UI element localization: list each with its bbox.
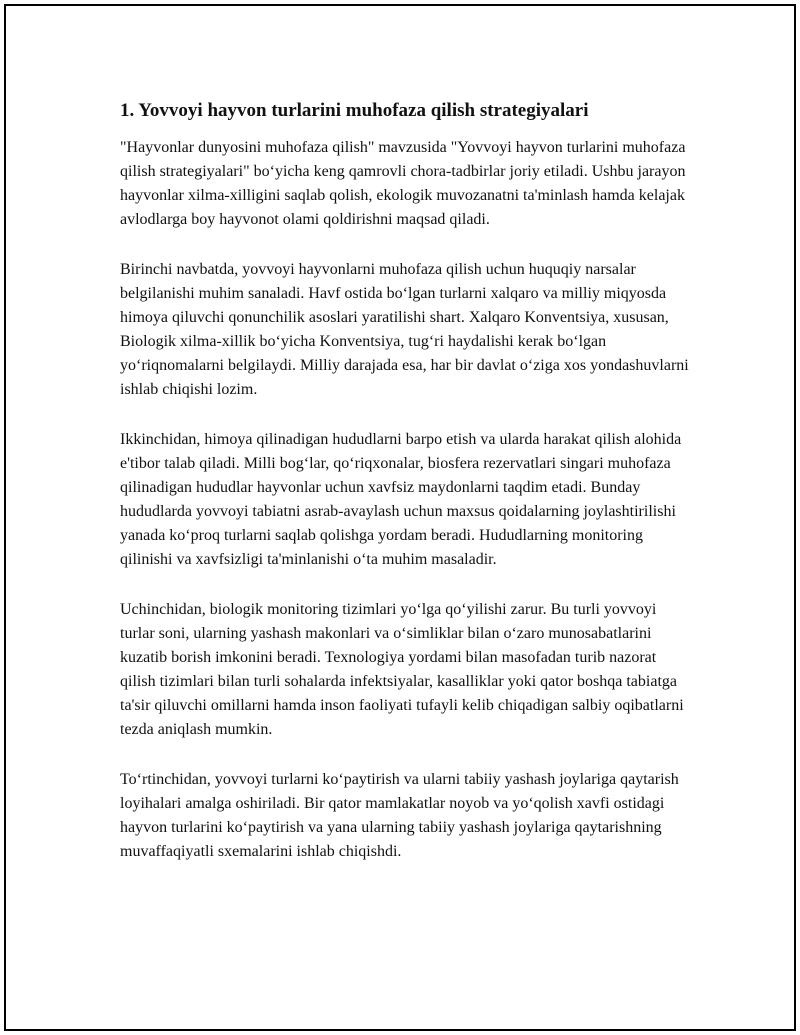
paragraph-third: Uchinchidan, biologik monitoring tizimlari yo‘lga qo‘yilishi zarur. Bu turli yovvoyi turlar soni, ularning yashash makonlari va o‘simliklar bilan o‘zaro munosabatlarini kuzatib borish imkonini beradi. Texnologiya yordami bilan masofadan turib nazorat qilish tizimlari bilan turli sohalarda infektsiyalar, kasalliklar yoki qator boshqa tabiatga ta'sir qiluvchi omillarni hamda inson faoliyati tufayli kelib chiqadigan salbiy oqibatlarni tezda aniqlash mumkin.: [120, 601, 684, 738]
paragraph-intro: "Hayvonlar dunyosini muhofaza qilish" mavzusida "Yovvoyi hayvon turlarini muhofaza qilish strategiyalari" bo‘yicha keng qamrovli chora-tadbirlar joriy etiladi. Ushbu jarayon hayvonlar xilma-xilligini saqlab qolish, ekologik muvozanatni ta'minlash hamda kelajak avlodlarga boy hayvonot olami qoldirishni maqsad qiladi.: [120, 139, 686, 228]
paragraph-fourth: To‘rtinchidan, yovvoyi turlarni ko‘paytirish va ularni tabiiy yashash joylariga qaytarish loyihalari amalga oshiriladi. Bir qator mamlakatlar noyob va yo‘qolish xavfi ostidagi hayvon turlarini ko‘paytirish va yana ularning tabiiy yashash joylariga qaytarishning muvaffaqiyatli sxemalarini ishlab chiqishdi.: [120, 771, 679, 860]
document-page: [4, 4, 796, 1031]
document-body: [120, 98, 692, 890]
paragraph-second: Ikkinchidan, himoya qilinadigan hududlarni barpo etish va ularda harakat qilish alohida e'tibor talab qiladi. Milli bog‘lar, qo‘riqxonalar, biosfera rezervatlari singari muhofaza qilinadigan hududlar hayvonlar uchun xavfsiz maydonlarni taqdim etadi. Bunday hududlarda yovvoyi tabiatni asrab-avaylash uchun maxsus qoidalarning joylashtirilishi yanada ko‘proq turlarni saqlab qolishga yordam beradi. Hududlarning monitoring qilinishi va xavfsizligi ta'minlanishi o‘ta muhim masaladir.: [120, 431, 682, 568]
paragraph-first: Birinchi navbatda, yovvoyi hayvonlarni muhofaza qilish uchun huquqiy narsalar belgilanishi muhim sanaladi. Havf ostida bo‘lgan turlarni xalqaro va milliy miqyosda himoya qiluvchi qonunchilik asoslari yaratilishi shart. Xalqaro Konventsiya, xususan, Biologik xilma-xillik bo‘yicha Konventsiya, tug‘ri haydalishi kerak bo‘lgan yo‘riqnomalarni belgilaydi. Milliy darajada esa, har bir davlat o‘ziga xos yondashuvlarni ishlab chiqishi lozim.: [120, 261, 689, 398]
document-title: 1. Yovvoyi hayvon turlarini muhofaza qilish strategiyalari: [120, 100, 589, 121]
